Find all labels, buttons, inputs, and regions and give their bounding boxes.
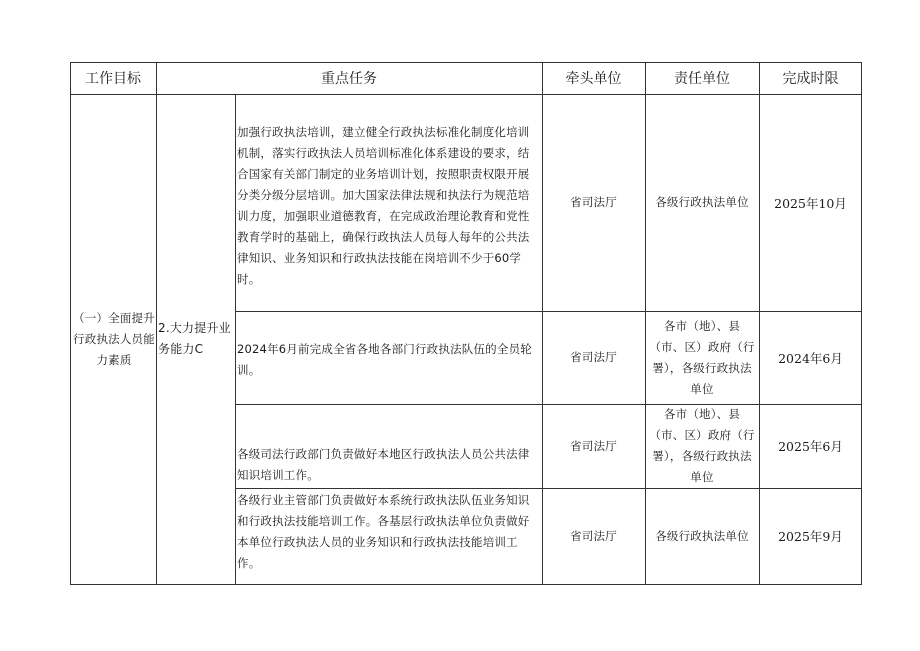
- table-row-1-task: 加强行政执法培训，建立健全行政执法标准化制度化培训机制，落实行政执法人员培训标准化体系建设的要求，结合国家有关部门制定的业务培训计划，按照职责权限开展分类分级分层培训。加大国家法律法规和执法行为规范培训力度，加强职业道德教育，在完成政治理论教育和党性教育学时的基础上，确保行政执法人员每人每年的公共法律知识、业务知识和行政执法技能在岗培训不少于60学时。: [237, 125, 530, 286]
- table-row-3-resp: 各市（地）、县（市、区）政府（行署），各级行政执法单位: [649, 407, 755, 484]
- table-row-4-deadline: 2025年9月: [778, 529, 843, 544]
- table-row-3-deadline: 2025年6月: [778, 439, 843, 454]
- header-lead: 牵头单位: [565, 71, 622, 87]
- header-resp: 责任单位: [674, 71, 730, 87]
- table-row-3-task: 各级司法行政部门负责做好本地区行政执法人员公共法律知识培训工作。: [237, 447, 530, 482]
- table-row-1-deadline: 2025年10月: [774, 195, 847, 211]
- subtask-label: 2.大力提升业务能力C: [158, 321, 231, 356]
- subtask-cell: [158, 94, 234, 584]
- grid-line: [70, 584, 862, 585]
- grid-line: [70, 62, 71, 585]
- table-row-2-deadline: 2024年6月: [778, 350, 843, 366]
- table-row-3-lead: 省司法厅: [570, 438, 617, 453]
- table-row-2-task: 2024年6月前完成全省各地各部门行政执法队伍的全员轮训。: [237, 342, 532, 377]
- goal-cell: [72, 94, 156, 584]
- grid-line: [235, 94, 236, 585]
- table-row-4-lead: 省司法厅: [570, 528, 617, 543]
- header-deadline: 完成时限: [782, 71, 839, 87]
- table-row-1-lead: 省司法厅: [570, 195, 617, 209]
- table-row-4-task: 各级行业主管部门负责做好本系统行政执法队伍业务知识和行政执法技能培训工作。各基层行政执法单位负责做好本单位行政执法人员的业务知识和行政执法技能培训工作。: [237, 493, 530, 570]
- table-row-2-resp: 各市（地）、县（市、区）政府（行署），各级行政执法单位: [649, 318, 755, 396]
- goal-text: （一）全面提升行政执法人员能力素质: [73, 310, 155, 367]
- table-row-2-lead: 省司法厅: [570, 350, 617, 364]
- header-task: 重点任务: [321, 71, 377, 87]
- work-plan-table: [70, 62, 862, 585]
- grid-line: [156, 62, 157, 585]
- header-goal: 工作目标: [85, 71, 141, 87]
- table-row-4-resp: 各级行政执法单位: [655, 528, 749, 543]
- table-row-1-resp: 各级行政执法单位: [655, 195, 749, 209]
